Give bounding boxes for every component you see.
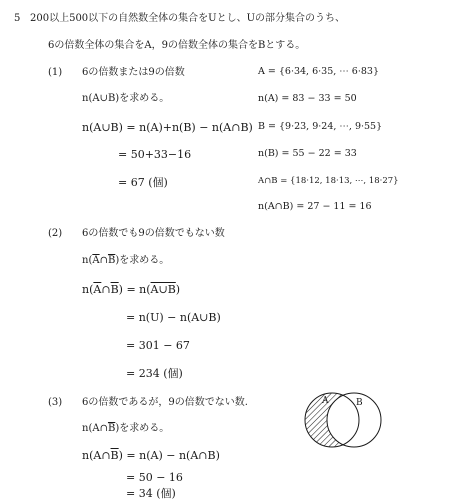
part2-eq1-mid: ) = n(: [118, 283, 151, 296]
part2-eq1-prefix: n(: [82, 283, 94, 296]
part3-eq1-not-b: $\overline{B}$: [110, 449, 119, 462]
part2-task-cap: ∩: [99, 255, 108, 266]
part1-eq2: = 50+33−16: [118, 148, 192, 161]
part1-label: (1): [48, 67, 63, 78]
part1-task: [82, 94, 169, 104]
venn-diagram: [296, 383, 392, 457]
part2-task-not-b: $\overline{B}$: [107, 255, 116, 266]
part1-title: 6の倍数または9の倍数: [82, 67, 185, 78]
part3-task: [82, 424, 169, 434]
part1-set-a: A = {6·34, 6·35, ⋯ 6·83}: [258, 66, 380, 77]
part2-task-close: ): [115, 255, 120, 266]
problem-number: 5: [14, 13, 21, 24]
part2-eq4: = 234 (個): [126, 367, 183, 380]
part3-eq1-prefix: n(A∩: [82, 449, 111, 462]
part3-task-suffix: を求める。: [119, 423, 170, 434]
part2-task-suffix: を求める。: [119, 255, 170, 266]
venn-label-a: A: [322, 396, 329, 406]
part2-eq1-complement-aub: A∪B: [150, 283, 176, 296]
part2-eq1-not-a: $\overline{A}$: [93, 283, 102, 296]
part2-eq1: [82, 284, 180, 295]
problem-intro-line1: 200以上500以下の自然数全体の集合をUとし、Uの部分集合のうち、: [30, 13, 346, 24]
part3-label: (3): [48, 397, 63, 408]
part1-eq1: n(A∪B) = n(A)+n(B) − n(A∩B): [82, 121, 253, 134]
part3-eq1: [82, 450, 220, 461]
part1-set-ab: A∩B = {18·12, 18·13, ⋯, 18·27}: [258, 176, 399, 186]
part3-task-close: ): [115, 423, 120, 434]
part2-eq2: = n(U) − n(A∪B): [126, 311, 221, 324]
part1-eq3: = 67 (個): [118, 176, 168, 189]
part3-title: 6の倍数であるが，9の倍数でない数.: [82, 397, 248, 408]
part1-n-b: n(B) = 55 − 22 = 33: [258, 148, 357, 159]
part3-task-not-b: $\overline{B}$: [107, 423, 116, 434]
part2-task-not-a: $\overline{A}$: [92, 255, 100, 266]
problem-intro-line2: 6の倍数全体の集合をA，9の倍数全体の集合をBとする。: [48, 40, 306, 51]
part2-eq3: = 301 − 67: [126, 339, 190, 352]
part2-eq1-cap: ∩: [101, 283, 111, 296]
part1-n-a: n(A) = 83 − 33 = 50: [258, 93, 357, 104]
venn-label-b: B: [356, 398, 363, 408]
part2-title: 6の倍数でも9の倍数でもない数: [82, 228, 225, 239]
part2-eq1-not-b: $\overline{B}$: [110, 283, 119, 296]
part3-eq2: = 50 − 16: [126, 471, 183, 484]
part2-eq1-close: ): [175, 283, 181, 296]
part2-task-prefix: n(: [82, 255, 93, 266]
part2-task: [82, 256, 169, 266]
part2-label: (2): [48, 228, 63, 239]
part3-eq3: = 34 (個): [126, 487, 176, 500]
part1-n-ab: n(A∩B) = 27 − 11 = 16: [258, 201, 372, 212]
venn-shaded-region: [296, 383, 392, 457]
part1-set-b: B = {9·23, 9·24, ⋯, 9·55}: [258, 121, 383, 132]
part3-eq1-rest: ) = n(A) − n(A∩B): [118, 449, 220, 462]
part3-task-prefix: n(A∩: [82, 423, 108, 434]
part1-task-suffix: を求める。: [119, 93, 170, 104]
part1-task-expr: n(A∪B): [82, 93, 120, 104]
